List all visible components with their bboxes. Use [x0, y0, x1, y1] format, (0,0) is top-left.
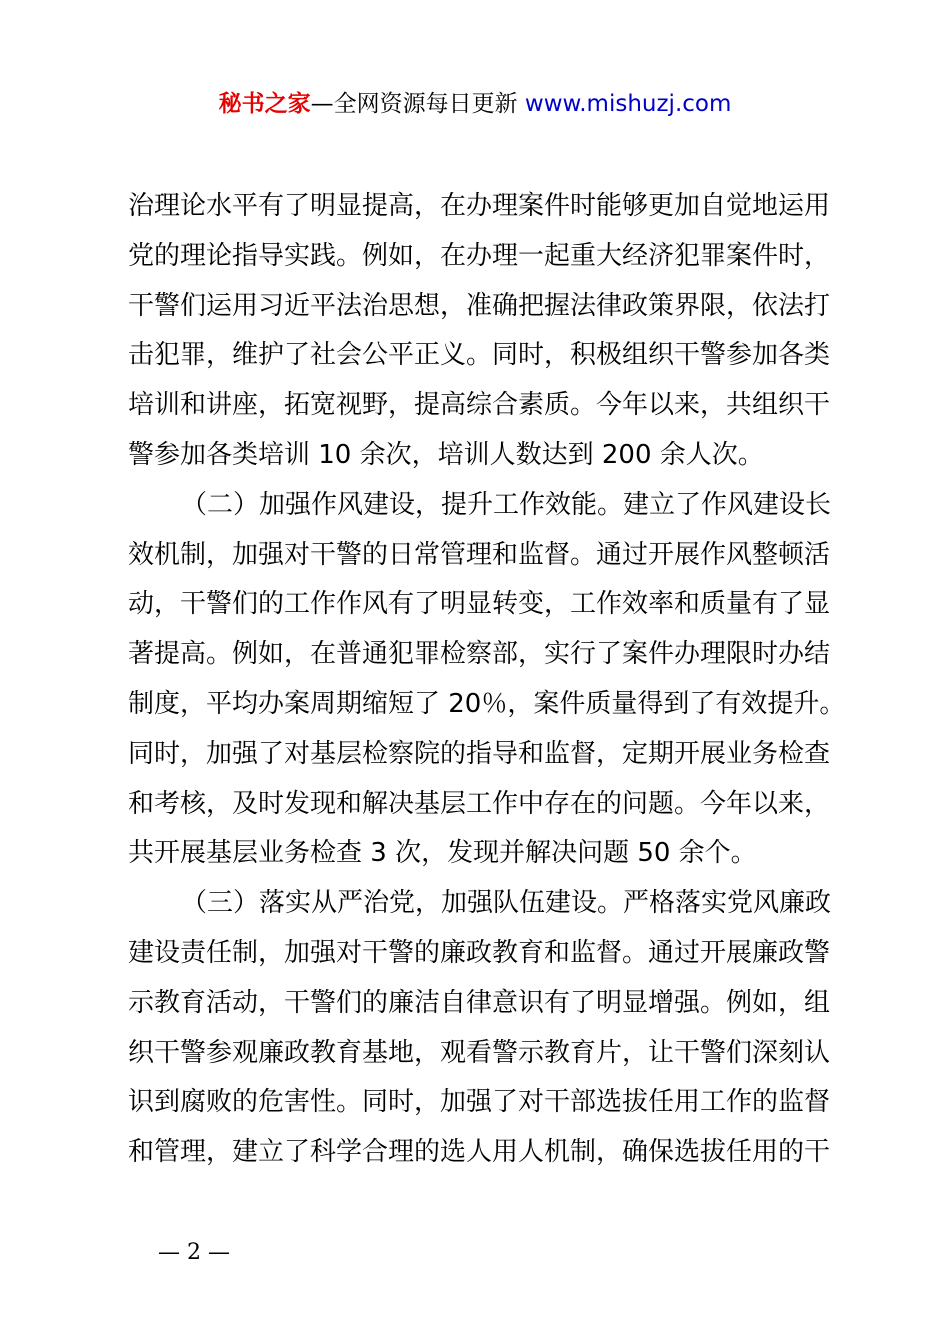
text-line: 共开展基层业务检查 3 次，发现并解决问题 50 余个。 — [128, 838, 757, 869]
text-line: 著提高。例如，在普通犯罪检察部，实行了案件办理限时办结 — [128, 639, 831, 670]
text-line: （三）落实从严治党，加强队伍建设。严格落实党风廉政 — [181, 888, 832, 919]
text-line: 警参加各类培训 10 余次，培训人数达到 200 余人次。 — [128, 439, 764, 470]
text-line: 建设责任制，加强对干警的廉政教育和监督。通过开展廉政警 — [128, 937, 831, 968]
text-line: 织干警参观廉政教育基地，观看警示教育片，让干警们深刻认 — [128, 1037, 831, 1068]
paragraph-2 — [128, 481, 846, 879]
site-tagline: —全网资源每日更新 — [310, 91, 518, 117]
text-line: 培训和讲座，拓宽视野，提高综合素质。今年以来，共组织干 — [128, 390, 831, 421]
text-line: 和管理，建立了科学合理的选人用人机制，确保选拔任用的干 — [128, 1137, 831, 1168]
text-line: 识到腐败的危害性。同时，加强了对干部选拔任用工作的监督 — [128, 1087, 831, 1118]
document-body — [128, 182, 846, 1178]
text-line: 同时，加强了对基层检察院的指导和监督，定期开展业务检查 — [128, 738, 831, 769]
text-line: 和考核，及时发现和解决基层工作中存在的问题。今年以来， — [128, 788, 831, 819]
text-line: 干警们运用习近平法治思想，准确把握法律政策界限，依法打 — [128, 290, 831, 321]
page-number: — 2 — — [158, 1240, 230, 1265]
text-line: （二）加强作风建设，提升工作效能。建立了作风建设长 — [181, 489, 832, 520]
text-line: 动，干警们的工作作风有了明显转变，工作效率和质量有了显 — [128, 589, 831, 620]
site-header — [0, 86, 950, 122]
paragraph-1 — [128, 182, 840, 481]
text-line: 效机制，加强对干警的日常管理和监督。通过开展作风整顿活 — [128, 539, 831, 570]
site-url-link[interactable]: www.mishuzj.com — [524, 91, 732, 117]
text-line: 治理论水平有了明显提高，在办理案件时能够更加自觉地运用 — [128, 191, 831, 221]
text-line: 击犯罪，维护了社会公平正义。同时，积极组织干警参加各类 — [128, 340, 831, 371]
site-brand: 秘书之家 — [218, 91, 311, 117]
text-line: 示教育活动，干警们的廉洁自律意识有了明显增强。例如，组 — [128, 987, 831, 1018]
text-line: 制度，平均办案周期缩短了 20％，案件质量得到了有效提升。 — [128, 688, 846, 719]
text-line: 党的理论指导实践。例如，在办理一起重大经济犯罪案件时， — [128, 240, 831, 271]
paragraph-3 — [128, 879, 840, 1178]
